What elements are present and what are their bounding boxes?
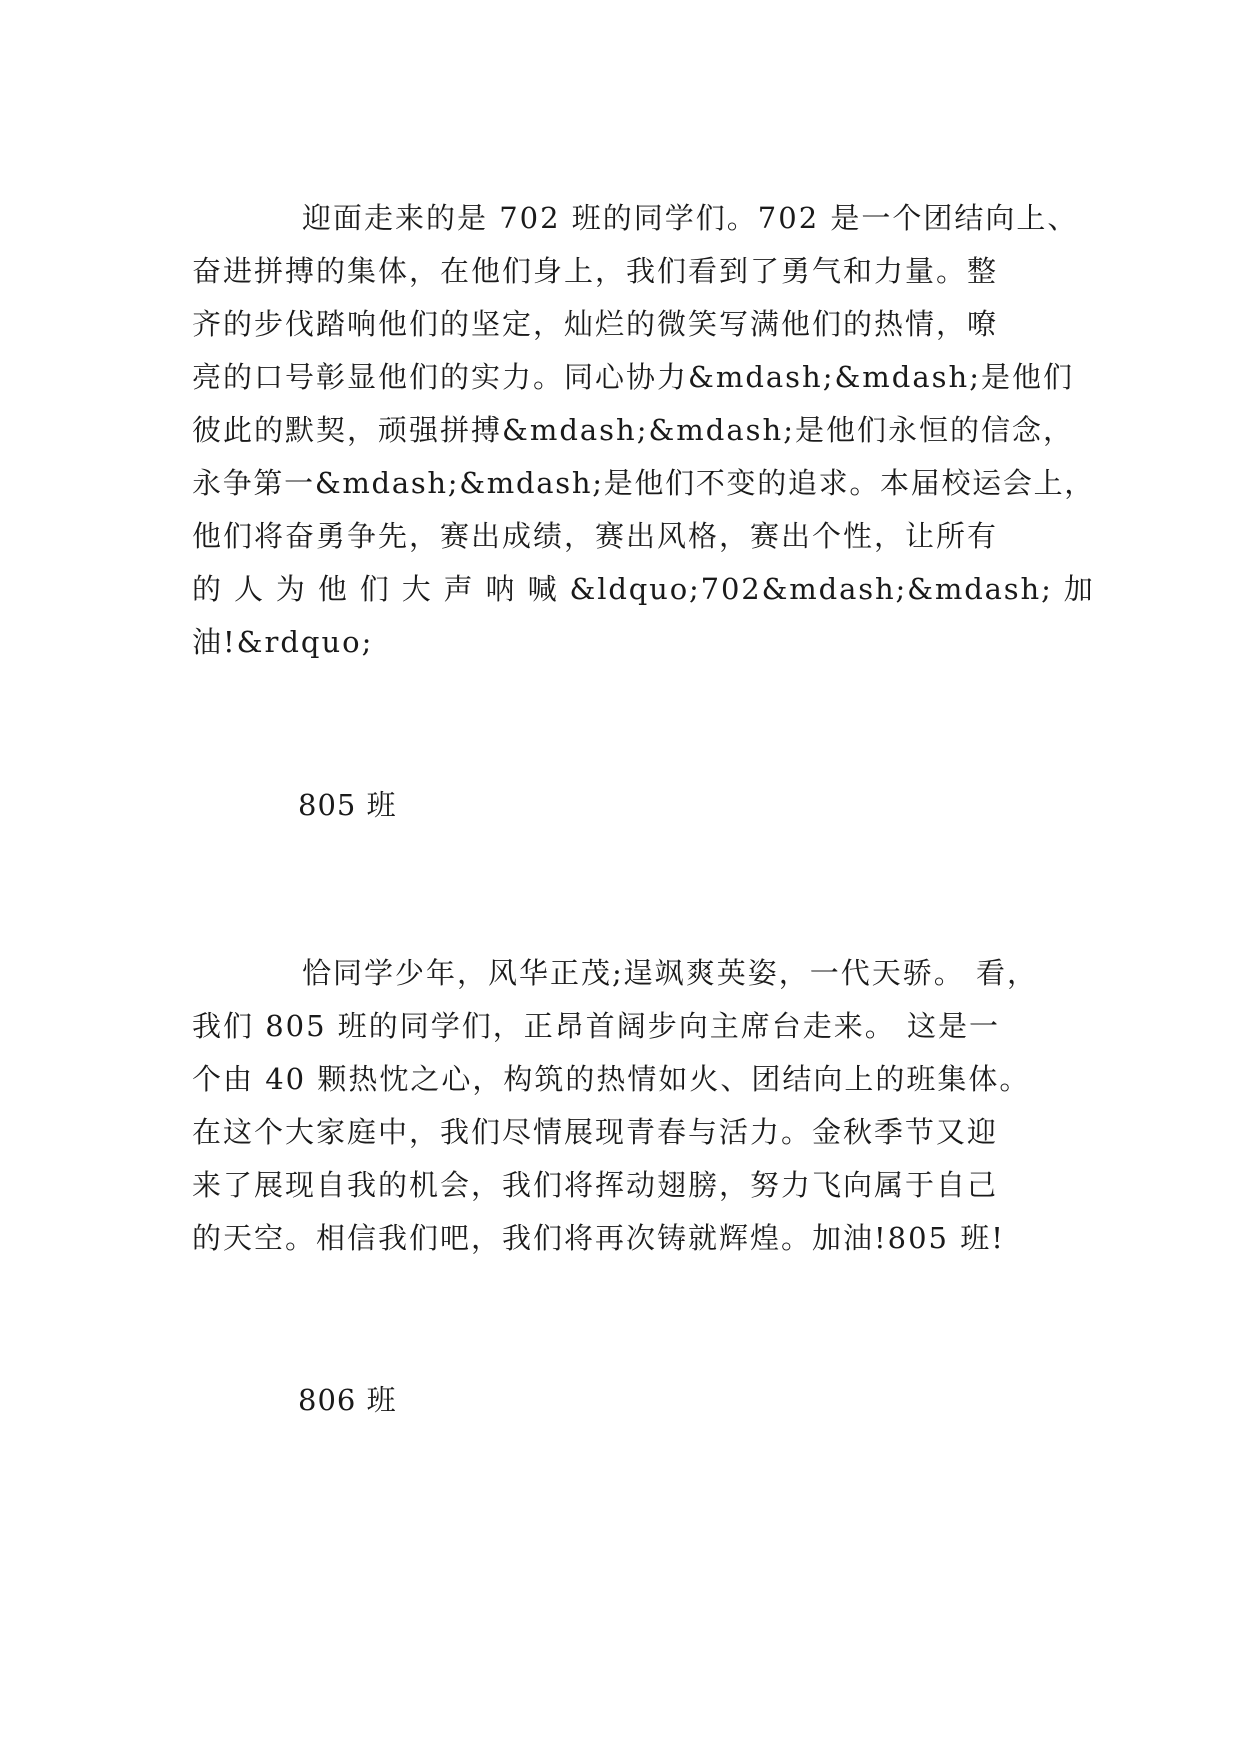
paragraph-702-line-9: 油!&rdquo; [192,625,374,659]
heading-805: 805 班 [298,788,397,822]
paragraph-805-line-4: 在这个大家庭中，我们尽情展现青春与活力。金秋季节又迎 [192,1115,999,1149]
paragraph-702-line-7: 他们将奋勇争先，赛出成绩，赛出风格，赛出个性，让所有 [192,519,999,553]
paragraph-702-line-4: 亮的口号彰显他们的实力。同心协力&mdash;&mdash;是他们 [192,360,1074,394]
paragraph-805-line-2: 我们 805 班的同学们，正昂首阔步向主席台走来。 这是一 [192,1009,1001,1043]
paragraph-702-line-8: 的 人 为 他 们 大 声 呐 喊 &ldquo;702&mdash;&mdash; 加 [192,572,1095,606]
paragraph-702-line-5: 彼此的默契，顽强拼搏&mdash;&mdash;是他们永恒的信念， [192,413,1074,447]
paragraph-805-line-1: 恰同学少年，风华正茂;逞飒爽英姿，一代天骄。 看， [302,956,1038,990]
paragraph-702-line-2: 奋进拼搏的集体，在他们身上，我们看到了勇气和力量。整 [192,254,999,288]
paragraph-805-line-5: 来了展现自我的机会，我们将挥动翅膀，努力飞向属于自己 [192,1168,999,1202]
paragraph-702-line-3: 齐的步伐踏响他们的坚定，灿烂的微笑写满他们的热情，嘹 [192,307,999,341]
paragraph-702-line-1: 迎面走来的是 702 班的同学们。702 是一个团结向上、 [302,201,1079,235]
paragraph-805-line-6: 的天空。相信我们吧，我们将再次铸就辉煌。加油!805 班! [192,1221,1005,1255]
paragraph-702-line-6: 永争第一&mdash;&mdash;是他们不变的追求。本届校运会上， [192,466,1095,500]
paragraph-805-line-3: 个由 40 颗热忱之心，构筑的热情如火、团结向上的班集体。 [192,1062,1031,1096]
heading-806: 806 班 [298,1383,397,1417]
